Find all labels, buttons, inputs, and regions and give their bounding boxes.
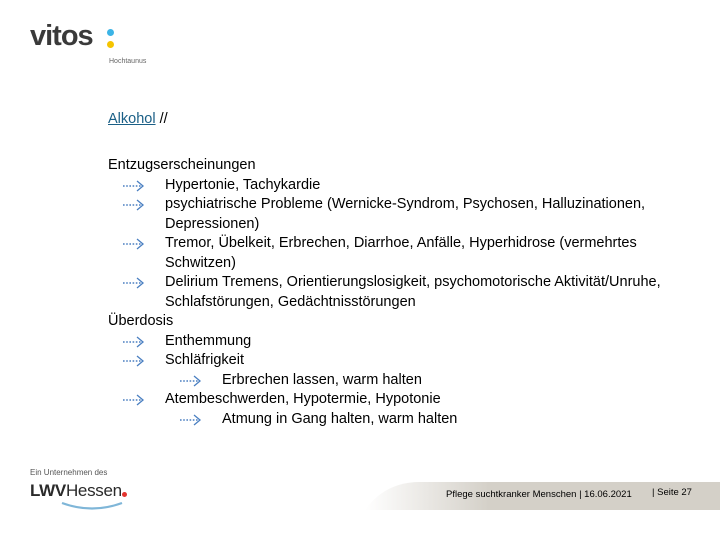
list-item-text: Delirium Tremens, Orientierungslosigkeit, psychomotorische Aktivität/Unruhe, Schlafstörungen, Gedächtnisstörungen [165,274,661,310]
list-item [108,332,708,352]
dotted-arrow-icon [122,354,146,368]
list-item [108,176,708,196]
heading-link-alkohol[interactable]: Alkohol [108,111,156,127]
list-item [108,312,708,332]
list-item-text: Atembeschwerden, Hypotermie, Hypotonie [165,391,441,407]
bullet-list [108,156,708,429]
lwv-logo-word-a: LWV [30,481,66,500]
lwv-logo-subtitle: Ein Unternehmen des [30,468,108,477]
lwv-dot-icon [122,492,127,497]
vitos-logo-word: vitos [30,20,93,52]
list-item [108,156,708,176]
list-item [108,351,708,371]
lwv-swoosh-icon [60,500,124,512]
slide-heading [108,111,168,127]
list-item [108,273,708,312]
list-item [108,195,708,234]
vitos-logo [30,20,160,70]
dotted-arrow-icon [122,237,146,251]
list-item [108,410,708,430]
dotted-arrow-icon [122,179,146,193]
dotted-arrow-icon [122,335,146,349]
list-item-text: Atmung in Gang halten, warm halten [222,410,458,427]
lwv-hessen-logo [30,468,140,518]
list-item-text: Entzugserscheinungen [108,157,256,173]
list-item-text: Hypertonie, Tachykardie [165,176,321,193]
list-item-text: Erbrechen lassen, warm halten [222,371,422,388]
dotted-arrow-icon [122,276,146,290]
dotted-arrow-icon [122,198,146,212]
footer-title: Pflege suchtkranker Menschen | 16.06.2021 [446,489,632,500]
dotted-arrow-icon [179,413,203,427]
lwv-logo-word [30,481,122,501]
list-item [108,371,708,391]
list-item [108,390,708,410]
list-item-text: Schläfrigkeit [165,352,244,368]
list-item-text: Tremor, Übelkeit, Erbrechen, Diarrhoe, Anfälle, Hyperhidrose (vermehrtes Schwitzen) [165,235,637,271]
dotted-arrow-icon [122,393,146,407]
footer-page-number: | Seite 27 [652,487,692,498]
lwv-logo-word-b: Hessen [65,481,122,500]
list-item-text: Enthemmung [165,332,252,349]
list-item [108,234,708,273]
list-item-text: Überdosis [108,313,174,329]
dotted-arrow-icon [179,374,203,388]
vitos-logo-subtitle: Hochtaunus [109,58,147,65]
list-item-text: psychiatrische Probleme (Wernicke-Syndrom, Psychosen, Halluzinationen, Depressionen) [165,196,646,232]
heading-suffix: // [155,111,168,127]
vitos-colon-icon [107,29,115,49]
